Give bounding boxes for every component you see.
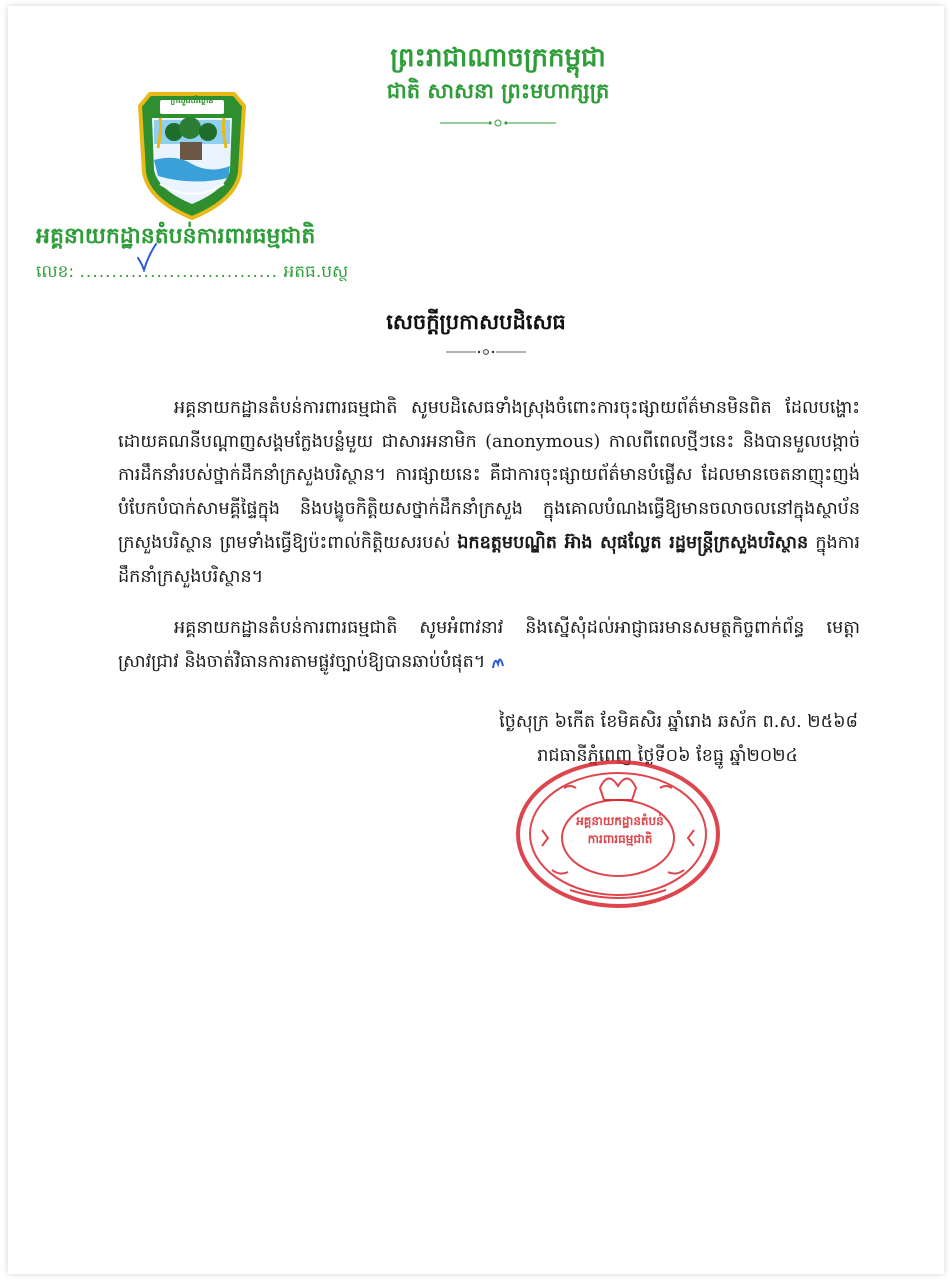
kingdom-title: ព្រះរាជាណាចក្រកម្ពុជា <box>390 43 606 73</box>
reference-line <box>36 258 348 286</box>
paragraph-2-text: អគ្គនាយកដ្ឋានតំបន់ការពារធម្មជាតិ សូមអំពាវនាវ និងស្នើសុំដល់អាជ្ញាធរមានសមត្ថកិច្ចពាក់ព័ន្ធ មេត្តាស្រាវជ្រាវ និងចាត់វិធានការតាមផ្លូវច្បាប់ឱ្យបានឆាប់បំផុត។ <box>118 618 860 672</box>
kingdom-motto: ជាតិ សាសនា ព្រះមហាក្សត្រ <box>386 79 610 103</box>
stamp-text: អគ្គនាយកដ្ឋានតំបន់ការពារធម្មជាតិ <box>576 814 664 846</box>
header-ornament-icon <box>438 118 558 128</box>
paragraph-2 <box>118 612 860 679</box>
logo-label: ក្រសួងបរិស្ថាន <box>170 96 214 105</box>
department-name: អគ្គនាយកដ្ឋានតំបន់ការពារធម្មជាតិ <box>36 224 316 249</box>
kingdom-header <box>308 40 688 128</box>
reference-label: លេខ: <box>36 262 75 282</box>
pen-check-icon <box>136 242 158 272</box>
minister-name: ឯកឧត្ដមបណ្ឌិត អ៊ាង សុផល្លែត រដ្ឋមន្ត្រីក្រសួងបរិស្ថាន <box>457 532 809 553</box>
paragraph-1 <box>118 392 860 594</box>
reference-dots: ............................... <box>79 262 279 282</box>
paragraph-1-end: ក្នុងការដឹកនាំក្រសួងបរិស្ថាន។ <box>118 533 860 587</box>
solar-date: រាជធានីភ្នំពេញ ថ្ងៃទី០៦ ខែធ្នូ ឆ្នាំ២០២៤ <box>537 746 798 766</box>
paragraph-1-text: អគ្គនាយកដ្ឋានតំបន់ការពារធម្មជាតិ សូមបដិសេធទាំងស្រុងចំពោះការចុះផ្សាយព័ត៌មានមិនពិត ដែលបង្ហោះដោយគណនីបណ្ដាញសង្គមក្លែងបន្លំមួយ ជាសារអនាមិក (anonymous) កាលពីពេលថ្មីៗនេះ និងបានមួលបង្កាច់ការដឹកនាំរបស់ថ្នាក់ដឹកនាំក្រសួងបរិស្ថាន។ ការផ្សាយនេះ គឺជាការចុះផ្សាយព័ត៌មានបំផ្លើស ដែលមានចេតនាញុះញង់ បំបែកបំបាក់សាមគ្គីផ្ទៃក្នុង និងបង្ខូចកិត្តិយសថ្នាក់ដឹកនាំក្រសួង ក្នុងគោលបំណងធ្វើឱ្យមានចលាចលនៅក្នុងស្ថាប័នក្រសួងបរិស្ថាន ព្រមទាំងធ្វើឱ្យប៉ះពាល់កិត្តិយសរបស់ <box>118 398 860 553</box>
lunar-date: ថ្ងៃសុក្រ ៦កើត ខែមិគសិរ ឆ្នាំរោង ឆស័ក ព.ស. ២៥៦៨ <box>499 712 858 732</box>
ministry-logo <box>136 88 248 222</box>
pen-mark-icon <box>491 652 505 672</box>
title-ornament-icon <box>446 348 526 356</box>
reference-suffix: អតធ.បស្ថ <box>283 262 349 282</box>
document-title: សេចក្ដីប្រកាសបដិសេធ <box>386 310 566 334</box>
document-page <box>8 6 944 1274</box>
